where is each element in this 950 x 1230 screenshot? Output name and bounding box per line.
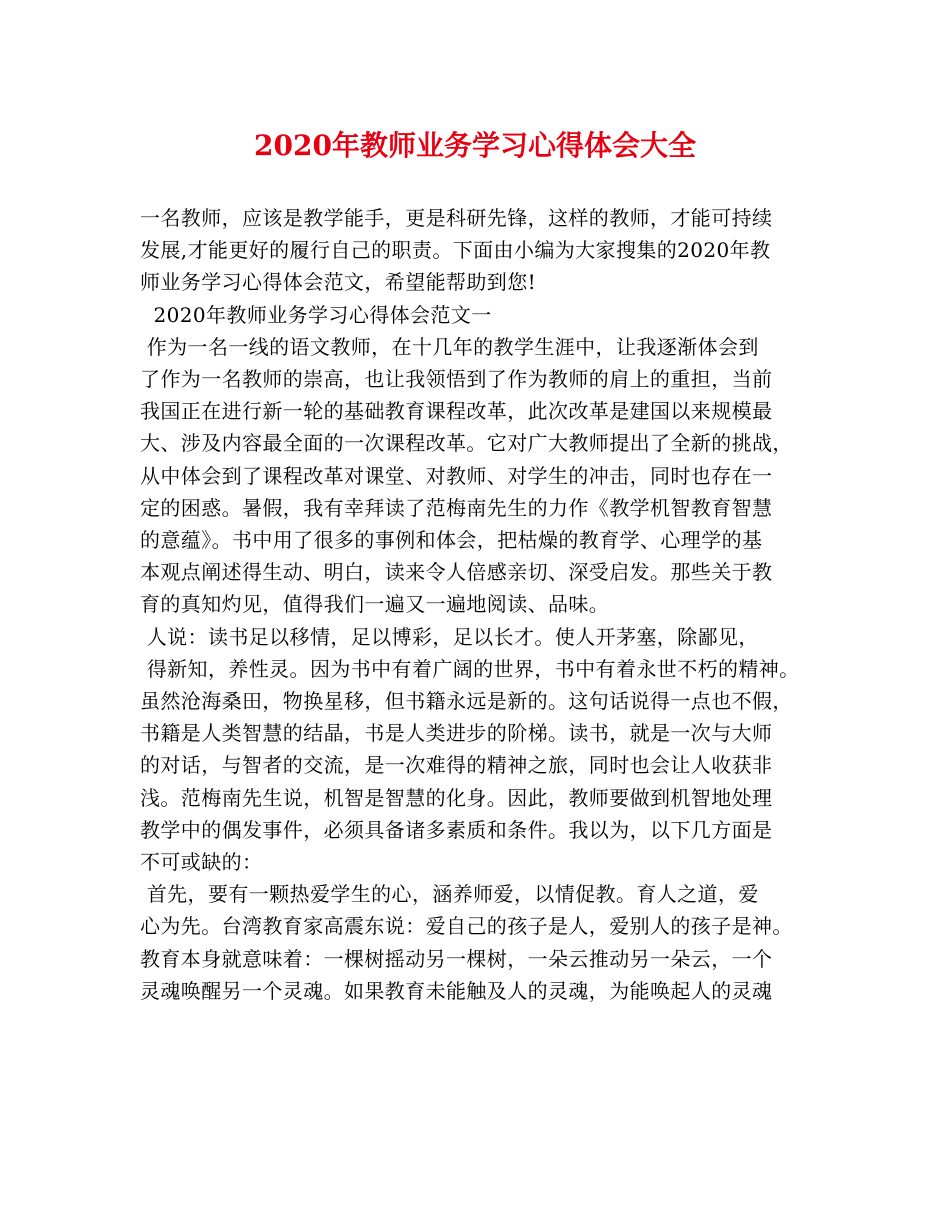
- body-line: 教育本身就意味着：一棵树摇动另一棵树，一朵云推动另一朵云，一个: [140, 946, 773, 971]
- body-line: 人说：读书足以移情，足以博彩，足以长才。使人开茅塞，除鄙见，: [140, 624, 759, 649]
- body-line: 浅。范梅南先生说，机智是智慧的化身。因此，教师要做到机智地处理: [140, 785, 773, 810]
- body-line: 2020年教师业务学习心得体会范文一: [140, 302, 492, 327]
- body-line: 从中体会到了课程改革对课堂、对教师、对学生的冲击，同时也存在一: [140, 463, 773, 488]
- body-line: 的对话，与智者的交流，是一次难得的精神之旅，同时也会让人收获非: [140, 753, 773, 778]
- body-line: 育的真知灼见，值得我们一遍又一遍地阅读、品味。: [140, 592, 610, 617]
- document-title: 2020年教师业务学习心得体会大全: [254, 129, 696, 162]
- body-line: 发展,才能更好的履行自己的职责。下面由小编为大家搜集的2020年教: [140, 238, 771, 263]
- body-line: 的意蕴》。书中用了很多的事例和体会，把枯燥的教育学、心理学的基: [140, 528, 763, 552]
- body-line: 一名教师，应该是教学能手，更是科研先锋，这样的教师，才能可持续: [140, 206, 773, 230]
- body-line: 得新知，养性灵。因为书中有着广阔的世界，书中有着永世不朽的精神。: [140, 656, 800, 681]
- body-line: 不可或缺的：: [140, 850, 263, 874]
- body-line: 心为先。台湾教育家高震东说：爱自己的孩子是人，爱别人的孩子是神。: [140, 914, 793, 939]
- body-line: 本观点阐述得生动、明白，读来令人倍感亲切、深受启发。那些关于教: [140, 560, 773, 585]
- body-line: 教学中的偶发事件，必须具备诸多素质和条件。我以为，以下几方面是: [140, 817, 773, 842]
- body-line: 首先，要有一颗热爱学生的心，涵养师爱，以情促教。育人之道，爱: [140, 882, 759, 907]
- body-line: 书籍是人类智慧的结晶，书是人类进步的阶梯。读书，就是一次与大师: [140, 721, 773, 746]
- body-line: 大、涉及内容最全面的一次课程改革。它对广大教师提出了全新的挑战，: [140, 431, 793, 456]
- body-line: 了作为一名教师的崇高，也让我领悟到了作为教师的肩上的重担，当前: [140, 367, 773, 391]
- body-line: 作为一名一线的语文教师，在十几年的教学生涯中，让我逐渐体会到: [140, 334, 759, 359]
- body-line: 我国正在进行新一轮的基础教育课程改革，此次改革是建国以来规模最: [140, 399, 773, 424]
- body-line: 灵魂唤醒另一个灵魂。如果教育未能触及人的灵魂，为能唤起人的灵魂: [140, 978, 773, 1003]
- body-line: 师业务学习心得体会范文，希望能帮助到您!: [140, 270, 537, 295]
- body-line: 虽然沧海桑田，物换星移，但书籍永远是新的。这句话说得一点也不假，: [140, 689, 793, 713]
- body-line: 定的困惑。暑假，我有幸拜读了范梅南先生的力作《教学机智教育智慧: [140, 495, 773, 520]
